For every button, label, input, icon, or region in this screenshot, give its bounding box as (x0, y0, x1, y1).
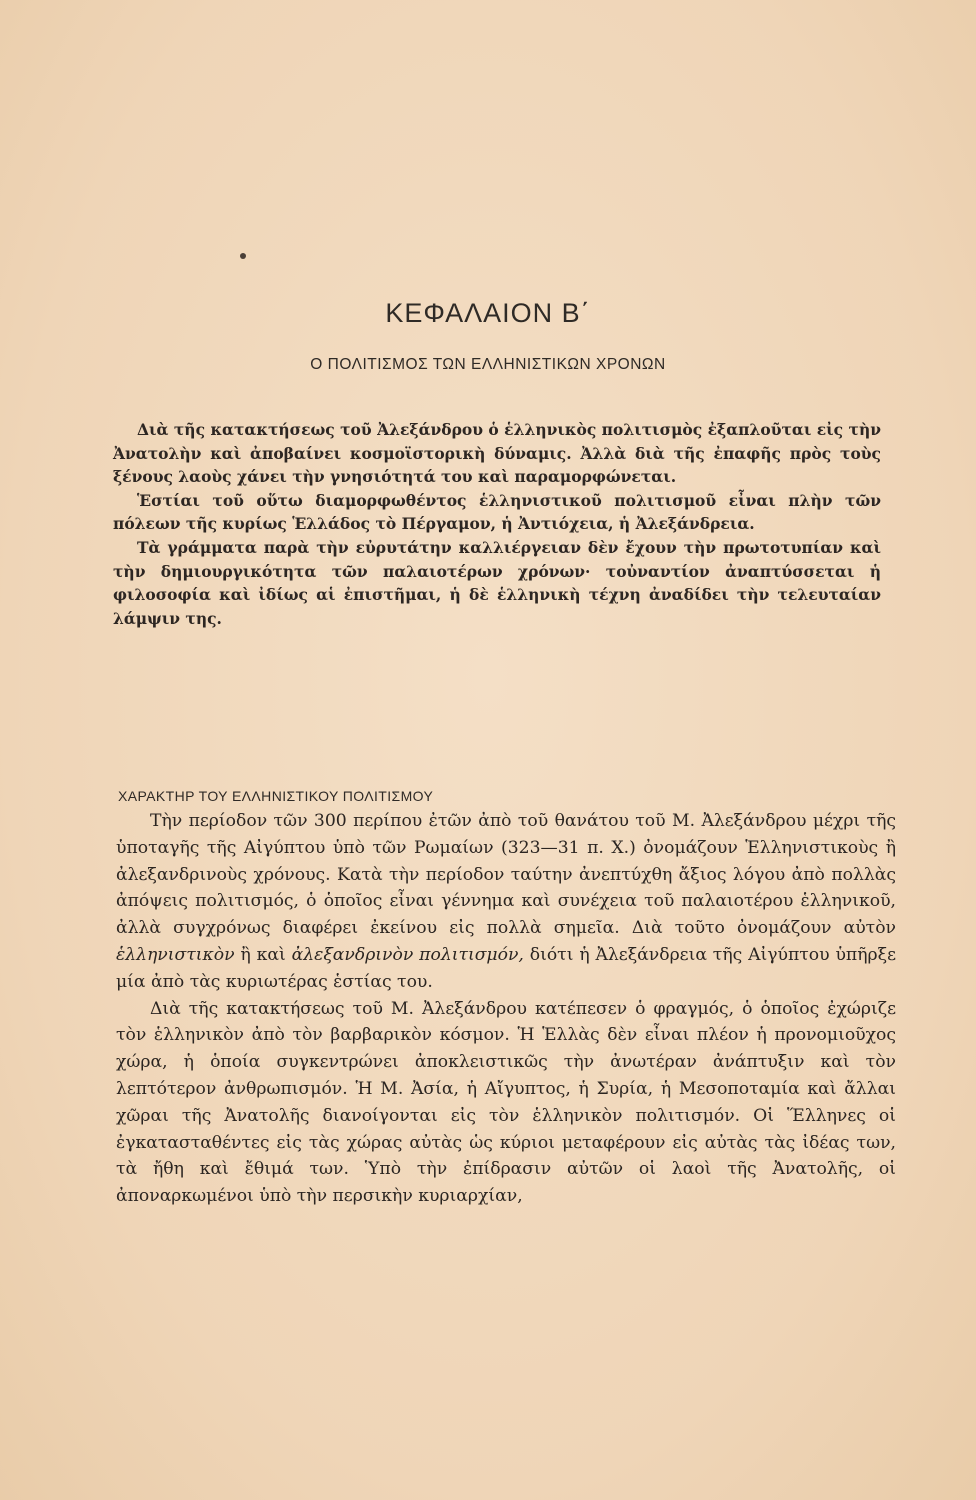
chapter-heading: ΚΕΦΑΛΑΙΟΝ Β΄ (385, 298, 591, 328)
body-paragraph (116, 808, 896, 996)
summary-paragraph: Τὰ γράμματα παρὰ τὴν εὐρυτάτην καλλιέργειαν δὲν ἔχουν τὴν πρωτοτυπίαν καὶ τὴν δημιουργικότητα τῶν παλαιοτέρων χρόνων· τοὐναντίον ἀναπτύσσεται ἡ φιλοσοφία καὶ ἰδίως αἱ ἐπιστῆμαι, ἡ δὲ ἑλληνικὴ τέχνη ἀναδίδει τὴν τελευταίαν λάμψιν της. (113, 537, 881, 628)
italic-term: ἑλληνιστικὸν (116, 944, 235, 965)
section-heading: ΧΑΡΑΚΤΗΡ ΤΟΥ ΕΛΛΗΝΙΣΤΙΚΟΥ ΠΟΛΙΤΙΣΜΟΥ (118, 788, 434, 804)
body-text-run: διότι ἡ Ἀλεξάνδρεια τῆς Αἰγύπτου ὑπῆρξε μία ἀπὸ τὰς κυριωτέρας ἑστίας του. (116, 944, 896, 992)
body-paragraph: Διὰ τῆς κατακτήσεως τοῦ Μ. Ἀλεξάνδρου κατέπεσεν ὁ φραγμός, ὁ ὁποῖος ἐχώριζε τὸν ἑλληνικὸν ἀπὸ τὸν βαρβαρικὸν κόσμον. Ἡ Ἑλλὰς δὲν εἶναι πλέον ἡ προνομιοῦχος χώρα, ἡ ὁποία συγκεντρώνει ἀποκλειστικῶς τὴν ἀνωτέραν ἀνάπτυξιν καὶ τὸν λεπτότερον ἀνθρωπισμόν. Ἡ Μ. Ἀσία, ἡ Αἴγυπτος, ἡ Συρία, ἡ Μεσοποταμία καὶ ἄλλαι χῶραι τῆς Ἀνατολῆς διανοίγονται εἰς τὸν ἑλληνικὸν πολιτισμόν. Οἱ Ἕλληνες οἱ ἐγκατασταθέντες εἰς τὰς χώρας αὐτὰς ὡς κύριοι μεταφέρουν εἰς αὐτὰς τὰς ἰδέας των, τὰ ἤθη καὶ ἔθιμά των. Ὑπὸ τὴν ἐπίδρασιν αὐτῶν οἱ λαοὶ τῆς Ἀνατολῆς, οἱ ἀποναρκωμένοι ὑπὸ τὴν περσικὴν κυριαρχίαν, (116, 998, 896, 1207)
chapter-subtitle: Ο ΠΟΛΙΤΙΣΜΟΣ ΤΩΝ ΕΛΛΗΝΙΣΤΙΚΩΝ ΧΡΟΝΩΝ (310, 356, 666, 373)
ink-dot (240, 253, 246, 259)
body-text-run: ἢ καὶ (240, 944, 286, 965)
summary-paragraph: Διὰ τῆς κατακτήσεως τοῦ Ἀλεξάνδρου ὁ ἑλληνικὸς πολιτισμὸς ἐξαπλοῦται εἰς τὴν Ἀνατολὴν καὶ ἀποβαίνει κοσμοϊστορικὴ δύναμις. Ἀλλὰ διὰ τῆς ἐπαφῆς πρὸς τοὺς ξένους λαοὺς χάνει τὴν γνησιότητά του καὶ παραμορφώνεται. (113, 420, 881, 487)
summary-paragraph: Ἑστίαι τοῦ οὕτω διαμορφωθέντος ἑλληνιστικοῦ πολιτισμοῦ εἶναι πλὴν τῶν πόλεων τῆς κυρίως Ἑλλάδος τὸ Πέργαμον, ἡ Ἀντιόχεια, ἡ Ἀλεξάνδρεια. (113, 490, 881, 534)
italic-term: ἀλεξανδρινὸν πολιτισμόν, (291, 944, 524, 965)
chapter-summary (113, 418, 881, 630)
section-body (116, 808, 896, 1210)
body-text-run: Τὴν περίοδον τῶν 300 περίπου ἐτῶν ἀπὸ τοῦ θανάτου τοῦ Μ. Ἀλεξάνδρου μέχρι τῆς ὑποταγῆς τῆς Αἰγύπτου ὑπὸ τῶν Ρωμαίων (323—31 π. Χ.) ὀνομάζουν Ἑλληνιστικοὺς ἢ ἀλεξανδρινοὺς χρόνους. Κατὰ τὴν περίοδον ταύτην ἀνεπτύχθη ἄξιος λόγου ἀπὸ πολλὰς ἀπόψεις πολιτισμός, ὁ ὁποῖος εἶναι γέννημα καὶ συνέχεια τοῦ παλαιοτέρου ἑλληνικοῦ, ἀλλὰ συγχρόνως διαφέρει ἐκείνου εἰς πολλὰ σημεῖα. Διὰ τοῦτο ὀνομάζουν αὐτὸν (116, 811, 896, 939)
